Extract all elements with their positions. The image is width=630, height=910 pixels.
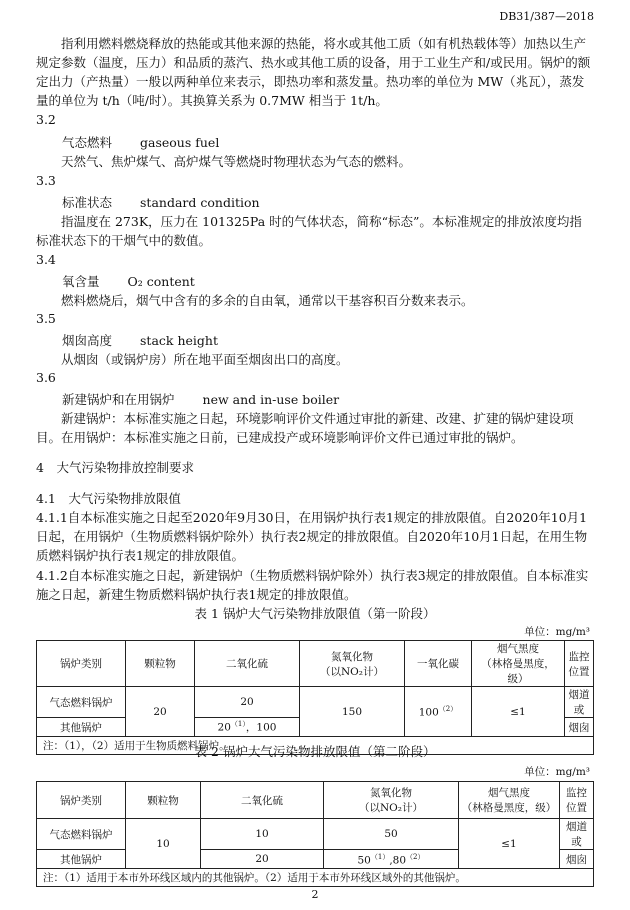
- table-cell: 烟道或: [565, 687, 594, 718]
- term-heading: 新建锅炉和在用锅炉 new and in-use boiler: [62, 392, 340, 407]
- table-cell: $50^{(1)},80^{(2)}$: [324, 850, 459, 869]
- header-cell: 二氧化硫: [201, 782, 324, 819]
- table-note: 注：（1）适用于本市外环线区域内的其他锅炉。（2）适用于本市外环线区域外的其他锅炉。: [37, 869, 594, 887]
- table-cell: 10: [126, 819, 201, 869]
- table-cell: 其他锅炉: [37, 718, 126, 737]
- header-cell: 颗粒物: [126, 782, 201, 819]
- term-heading: 气态燃料 gaseous fuel: [62, 135, 220, 150]
- header-cell: 氮氧化物 （以NO₂计）: [300, 641, 405, 687]
- section-heading: 4 大气污染物排放控制要求: [36, 460, 194, 475]
- table-cell: 烟道或: [560, 819, 594, 850]
- term-definition: 天然气、焦炉煤气、高炉煤气等燃烧时物理状态为气态的燃料。: [61, 154, 412, 169]
- document-code: DB31/387—2018: [499, 10, 594, 23]
- table-cell: 20: [195, 687, 300, 718]
- header-cell: 监控位置: [560, 782, 594, 819]
- header-cell: 烟气黑度 （林格曼黑度，级）: [459, 782, 560, 819]
- header-cell: 颗粒物: [126, 641, 195, 687]
- clause-number: 3.4: [36, 252, 56, 267]
- header-cell: 烟气黑度 （林格曼黑度，级）: [472, 641, 565, 687]
- header-cell: 氮氧化物 （以NO₂计）: [324, 782, 459, 819]
- header-cell: 二氧化硫: [195, 641, 300, 687]
- table-cell: $20^{(1)}$，100: [195, 718, 300, 737]
- table-cell: $100^{(2)}$: [405, 687, 472, 737]
- term-definition: 新建锅炉：本标准实施之日起，环境影响评价文件通过审批的新建、改建、扩建的锅炉建设项目。在用锅炉：本标准实施之日前，已建成投产或环境影响评价文件已通过审批的锅炉。: [36, 411, 574, 445]
- clause-number: 3.3: [36, 173, 56, 188]
- term-definition: 指温度在 273K，压力在 101325Pa 时的气体状态，简称“标态”。本标准规定的排放浓度均指标准状态下的干烟气中的数值。: [36, 214, 582, 248]
- term-heading: 烟囱高度 stack height: [62, 333, 218, 348]
- table-cell: 10: [201, 819, 324, 850]
- table-2: [36, 781, 594, 887]
- clause-number: 3.2: [36, 112, 56, 127]
- header-cell: 锅炉类别: [37, 641, 126, 687]
- page-number: 2: [311, 888, 319, 901]
- unit-label: 单位：mg/m³: [524, 626, 590, 638]
- table-cell: 150: [300, 687, 405, 737]
- header-cell: 监控位置: [565, 641, 594, 687]
- table-cell: 20: [126, 687, 195, 737]
- header-cell: 一氧化碳: [405, 641, 472, 687]
- clause-number: 3.5: [36, 311, 56, 326]
- table-2-caption: 表 2 锅炉大气污染物排放限值（第二阶段）: [194, 744, 436, 759]
- table-cell: 其他锅炉: [37, 850, 126, 869]
- table-1: [36, 640, 594, 755]
- header-cell: 锅炉类别: [37, 782, 126, 819]
- clause-4-1-2: 4.1.2自本标准实施之日起，新建锅炉（生物质燃料锅炉除外）执行表3规定的排放限值。自本标准实施之日起，新建生物质燃料锅炉执行表1规定的排放限值。: [36, 568, 589, 602]
- subsection-heading: 4.1 大气污染物排放限值: [36, 491, 181, 506]
- table-cell: 20: [201, 850, 324, 869]
- table-cell: ≤1: [459, 819, 560, 869]
- table-1-caption: 表 1 锅炉大气污染物排放限值（第一阶段）: [194, 606, 436, 621]
- term-heading: 氧含量 O₂ content: [62, 274, 195, 289]
- table-cell: 烟囱: [560, 850, 594, 869]
- boiler-definition-text: 指利用燃料燃烧释放的热能或其他来源的热能，将水或其他工质（如有机热载体等）加热以生产规定参数（温度，压力）和品质的蒸汽、热水或其他工质的设备，用于工业生产和/或民用。锅炉的额定出力（产热量）一般以两种单位来表示，即热功率和蒸发量。热功率的单位为 MW（兆瓦），蒸发量的单位为 t/h（吨/时）。其换算关系为 0.7MW 相当于 1t/h。: [36, 36, 591, 108]
- clause-number: 3.6: [36, 370, 56, 385]
- table-cell: ≤1: [472, 687, 565, 737]
- term-definition: 从烟囱（或锅炉房）所在地平面至烟囱出口的高度。: [61, 352, 349, 367]
- unit-label: 单位：mg/m³: [524, 766, 590, 778]
- term-heading: 标准状态 standard condition: [62, 195, 260, 210]
- term-definition: 燃料燃烧后，烟气中含有的多余的自由氧，通常以干基容积百分数来表示。: [61, 293, 474, 308]
- table-cell: 50: [324, 819, 459, 850]
- clause-4-1-1: 4.1.1自本标准实施之日起至2020年9月30日，在用锅炉执行表1规定的排放限值。自2020年10月1日起，在用锅炉（生物质燃料锅炉除外）执行表2规定的排放限值。自2020年10月1日起，在用生物质燃料锅炉执行表1规定的排放限值。: [36, 510, 588, 563]
- table-note: 注：（1），（2）适用于生物质燃料锅炉。: [37, 737, 594, 755]
- table-cell: 气态燃料锅炉: [37, 819, 126, 850]
- table-cell: 烟囱: [565, 718, 594, 737]
- table-cell: 气态燃料锅炉: [37, 687, 126, 718]
